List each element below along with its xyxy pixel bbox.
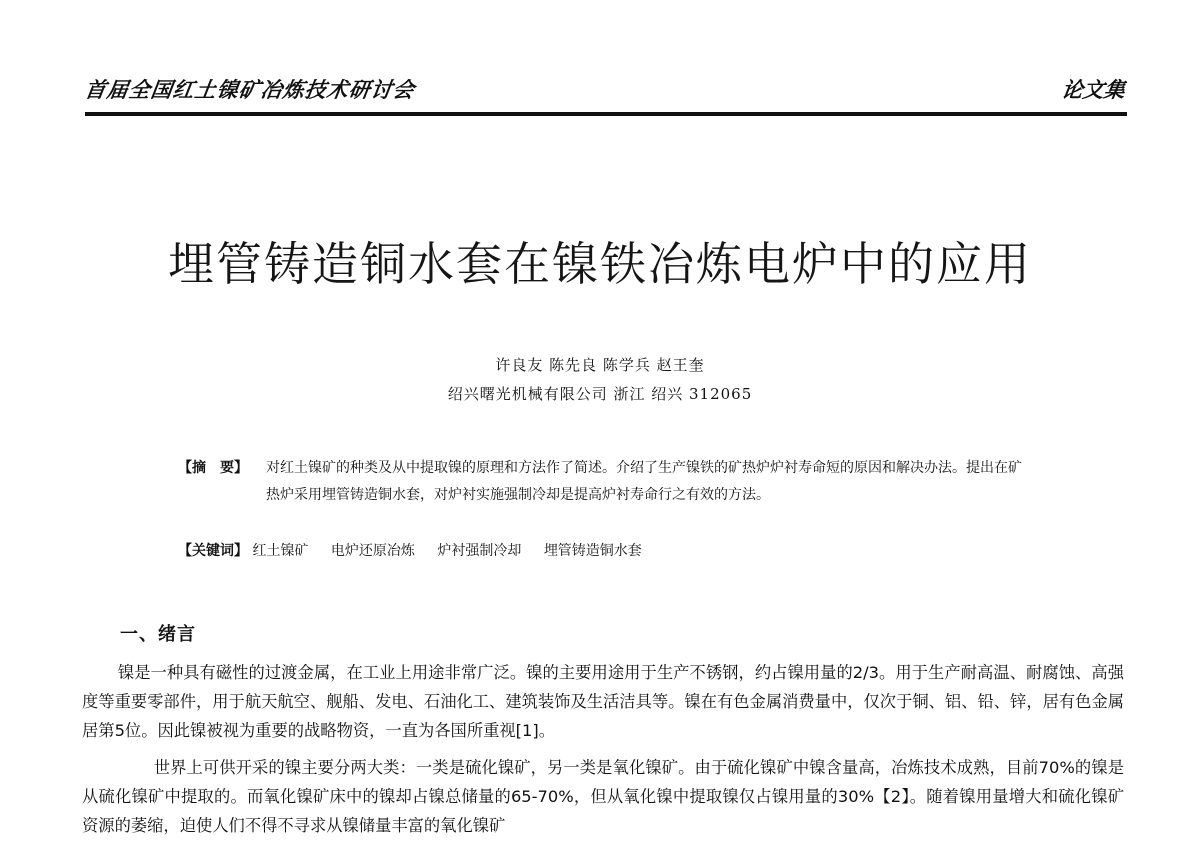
section-heading: 一、绪言 [120,624,196,645]
keywords [178,540,660,560]
keyword: 炉衬强制冷却 [437,543,522,559]
collection-name: 论文集 [1060,78,1127,102]
paragraph: 镍是一种具有磁性的过渡金属，在工业上用途非常广泛。镍的主要用途用于生产不锈钢，约占镍用量的2/3。用于生产耐高温、耐腐蚀、高强度等重要零部件，用于航天航空、舰船、发电、石油化工、建筑装饰及生活洁具等。镍在有色金属消费量中，仅次于铜、铝、铅、锌，居有色金属居第5位。因此镍被视为重要的战略物资，一直为各国所重视[1]。 [82,663,1125,740]
abstract-label: 【摘 要】 [178,460,248,476]
paper-title: 埋管铸造铜水套在镍铁冶炼电炉中的应用 [168,237,1032,291]
author-list: 许良友 陈先良 陈学兵 赵王奎 [495,356,705,374]
affiliation: 绍兴曙光机械有限公司 浙江 绍兴 312065 [447,385,753,403]
section-body [82,658,1124,840]
header-rule [85,112,1127,116]
keyword: 红土镍矿 [252,543,309,559]
abstract-text: 对红土镍矿的种类及从中提取镍的原理和方法作了简述。介绍了生产镍铁的矿热炉炉衬寿命短的原因和解决办法。提出在矿热炉采用埋管铸造铜水套，对炉衬实施强制冷却是提高炉衬寿命行之有效的方法。 [266,460,1022,503]
paragraph: 世界上可供开采的镍主要分两大类：一类是硫化镍矿，另一类是氧化镍矿。由于硫化镍矿中镍含量高，冶炼技术成熟，目前70%的镍是从硫化镍矿中提取的。而氧化镍矿床中的镍却占镍总储量的65-70%，但从氧化镍中提取镍仅占镍用量的30%【2】。随着镍用量增大和硫化镍矿资源的萎缩，迫使人们不得不寻求从镍储量丰富的氧化镍矿 [82,758,1124,835]
keyword: 电炉还原冶炼 [330,543,415,559]
running-header [85,68,1125,108]
keywords-label: 【关键词】 [178,543,248,559]
abstract [178,455,1028,509]
conference-name: 首届全国红土镍矿冶炼技术研讨会 [83,78,417,102]
keyword: 埋管铸造铜水套 [543,543,642,559]
